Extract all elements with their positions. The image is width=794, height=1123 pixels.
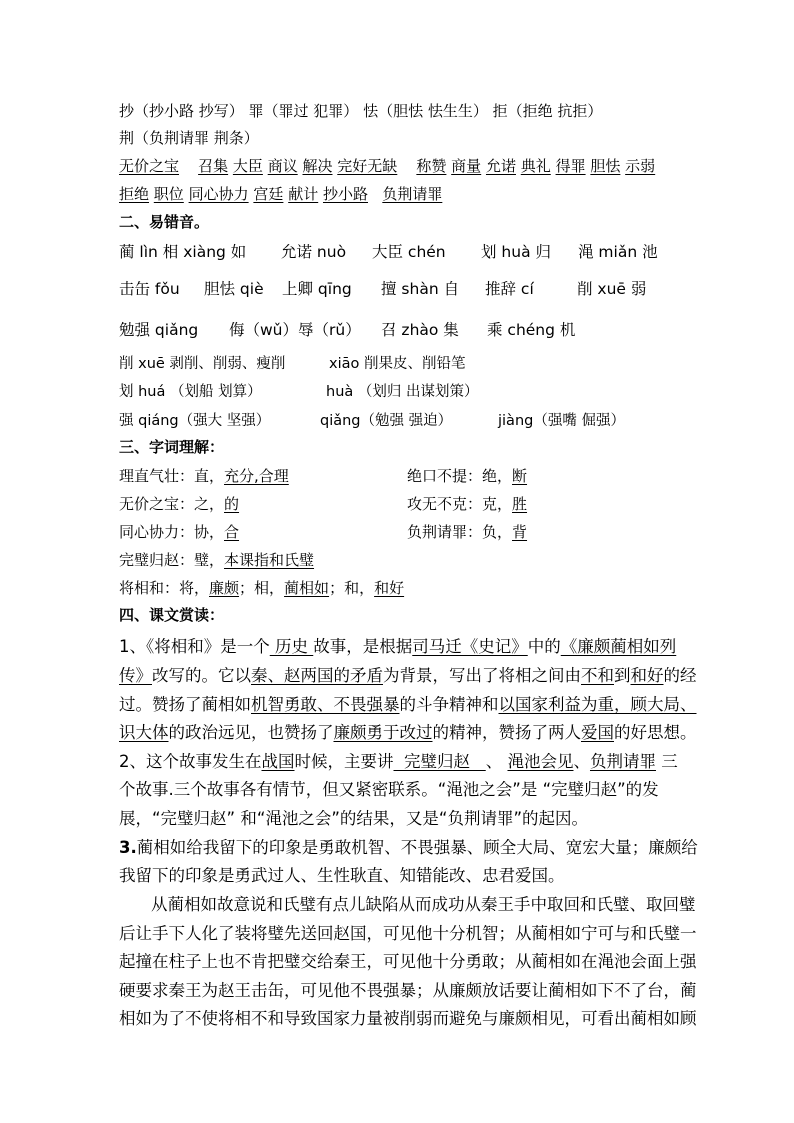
word: 称赞 [416,157,447,175]
pinyin-item: 勉强 qiǎng [119,321,199,339]
word: 允诺 [485,157,516,175]
def-answer: 和好 [374,579,405,597]
underlined-answer: 负荆请罪 [589,752,656,771]
def-term: ；和， [329,579,375,597]
text-segment: 到 [614,666,631,685]
text-segment: 时候，主要讲 [294,752,394,771]
pinyin-item: 胆怯 qiè [204,280,264,298]
reading-para-4-line-5: 相如为了不使将相不和导致国家力量被削弱而避免与廉颇相见，可看出蔺相如顾 [119,1009,697,1028]
reading-para-3-line-1 [119,834,698,858]
pinyin-item: 上卿 qīng [282,280,352,298]
underlined-answer: 和好 [630,666,664,685]
underlined-answer: 识大体 [119,723,169,742]
section-2-title: 二、易错音。 [119,213,210,231]
def-term: 绝口不提：绝， [407,467,513,485]
def-row-3-right [407,521,527,542]
word: 无价之宝 [119,157,180,175]
polyphone-xiao: xiāo 削果皮、削铅笔 [329,356,466,372]
def-row-4 [119,549,314,570]
def-term: 攻无不克：克， [407,495,513,513]
def-answer: 廉颇 [209,579,240,597]
section-4-title: 四、课文赏读： [119,606,225,624]
polyphone-qiang3: qiǎng（勉强 强迫） [320,413,453,429]
pinyin-item: 乘 chéng 机 [487,321,576,339]
text-segment: 过。赞扬了蔺相如 [119,695,251,714]
pinyin-item: 召 zhào 集 [381,321,459,339]
item-number: 3. [119,838,137,857]
word: 得罪 [555,157,586,175]
underlined-answer: 以国家利益为重，顾大局、 [498,695,697,714]
def-row-2-right [407,493,527,514]
def-answer: 背 [512,523,528,541]
reading-para-4-line-1: 从蔺相如故意说和氏璧有点儿缺陷从而成功从秦王手中取回和氏璧、取回璧 [151,895,696,914]
word: 商议 [267,157,298,175]
text-segment: 的经 [663,666,697,685]
text-segment: 中的 [527,637,561,656]
word: 职位 [153,185,184,203]
def-term: 负荆请罪：负， [407,523,513,541]
reading-para-1-line-3 [119,691,697,715]
word: 典礼 [520,157,551,175]
underlined-answer: 传》 [119,666,152,685]
def-row-1-right [407,465,527,486]
reading-para-4-line-4: 硬要求秦王为赵王击缶，可见他不畏强暴；从廉颇放话要让蔺相如下不了台，蔺 [119,981,697,1000]
vocab-words-line-1 [119,156,655,176]
def-answer: 蔺相如 [284,579,330,597]
reading-para-1-line-2 [119,662,697,686]
reading-para-2-line-2: 个故事.三个故事各有情节，但又紧密联系。“渑池之会”是 “完璧归赵”的发 [119,780,659,799]
pinyin-item: 击缶 fǒu [119,280,180,298]
text-segment: 为背景，写出了将相之间由 [383,666,581,685]
word: 完好无缺 [337,157,398,175]
pinyin-item: 大臣 chén [372,243,446,261]
text-segment: 的好思想。 [614,723,697,742]
def-row-3-left [119,521,239,542]
def-term: 将相和：将， [119,579,210,597]
vocab-line-2: 荆（负荆请罪 荆条） [119,129,259,147]
para-text: 蔺相如给我留下的印象是勇敢机智、不畏强暴、顾全大局、宽宏大量；廉颇给 [136,838,698,857]
def-term: 同心协力：协， [119,523,225,541]
reading-para-2-line-3: 展，“完璧归赵” 和“渑池之会”的结果，又是“负荆请罪”的起因。 [119,809,589,828]
pinyin-item: 擅 shàn 自 [381,280,460,298]
word: 商量 [451,157,482,175]
underlined-answer: 战国 [261,752,295,771]
def-answer: 断 [512,467,528,485]
underlined-answer: 司马迁《史记》 [412,637,528,656]
underlined-answer: 历史 [269,637,314,656]
word: 献计 [288,185,319,203]
pinyin-item: 削 xuē 弱 [577,280,647,298]
polyphone-hua4: huà （划归 出谋划策） [326,384,479,400]
text-segment: 的政治远见，也赞扬了 [168,723,334,742]
word: 拒绝 [119,185,150,203]
word: 宫廷 [253,185,284,203]
def-term: ；相， [239,579,285,597]
word: 示弱 [625,157,656,175]
def-answer: 合 [224,523,240,541]
word: 解决 [302,157,333,175]
pinyin-item: 渑 miǎn 池 [578,243,658,261]
word: 抄小路 [322,185,368,203]
reading-para-4-line-3: 起撞在柱子上也不肯把璧交给秦王，可见他十分勇敢；从蔺相如在渑池会面上强 [119,952,697,971]
polyphone-qiang2: 强 qiáng（强大 坚强） [119,413,271,429]
underlined-answer: 秦、赵两国的矛盾 [251,666,383,685]
underlined-answer: 不和 [581,666,614,685]
pinyin-item: 蔺 lìn 相 xiàng 如 [119,243,247,261]
word: 召集 [198,157,229,175]
vocab-line-1: 抄（抄小路 抄写） 罪（罪过 犯罪） 怯（胆怯 怯生生） 拒（拒绝 抗拒） [119,102,603,120]
underlined-answer: 完璧归赵 [393,752,486,771]
def-term: 完璧归赵：璧， [119,551,225,569]
def-answer: 的 [224,495,240,513]
underlined-answer: 爱国 [581,723,614,742]
def-answer: 充分,合理 [224,467,289,485]
text-segment: 2、这个故事发生在 [119,752,262,771]
text-segment: 故事，是根据 [313,637,413,656]
reading-para-1-line-4 [119,719,697,743]
polyphone-hua2: 划 huá （划船 划算） [119,384,262,400]
text-segment: 、 [485,752,508,771]
underlined-answer: 廉颇勇于改过 [333,723,433,742]
word: 负荆请罪 [382,185,443,203]
def-answer: 本课指和氏璧 [224,551,315,569]
reading-para-2-line-1 [119,748,678,772]
reading-para-1-line-1 [119,633,676,657]
polyphone-jiang: jiàng（强嘴 倔强） [498,413,625,429]
word: 大臣 [232,157,263,175]
text-segment: 改写的。它以 [152,666,251,685]
vocab-words-line-2 [119,184,442,204]
pinyin-item: 划 huà 归 [481,243,551,261]
pinyin-item: 推辞 cí [485,280,534,298]
text-segment: 三 [655,752,678,771]
def-term: 理直气壮：直， [119,467,225,485]
def-answer: 胜 [512,495,528,513]
pinyin-item: 允诺 nuò [281,243,347,261]
text-segment: 、 [573,752,590,771]
def-term: 无价之宝：之， [119,495,225,513]
word: 同心协力 [188,185,249,203]
text-segment: 1、《将相和》是一个 [119,637,270,656]
underlined-answer: 渑池会见 [507,752,574,771]
text-segment: 的精神，赞扬了两人 [432,723,581,742]
polyphone-xue: 削 xuē 剥削、削弱、瘦削 [119,356,286,372]
def-row-1-left [119,465,289,486]
word: 胆怯 [590,157,621,175]
def-row-5 [119,577,404,598]
pinyin-item: 侮（wǔ）辱（rǔ） [229,321,361,339]
text-segment: 的斗争精神和 [399,695,499,714]
underlined-answer: 机智勇敢、不畏强暴 [251,695,400,714]
section-3-title: 三、字词理解： [119,438,225,456]
reading-para-4-line-2: 后让手下人化了装将璧先送回赵国，可见他十分机智；从蔺相如宁可与和氏璧一 [119,924,697,943]
underlined-answer: 《廉颇蔺相如列 [560,637,677,656]
def-row-2-left [119,493,239,514]
reading-para-3-line-2: 我留下的印象是勇武过人、生性耿直、知错能改、忠君爱国。 [119,866,565,885]
